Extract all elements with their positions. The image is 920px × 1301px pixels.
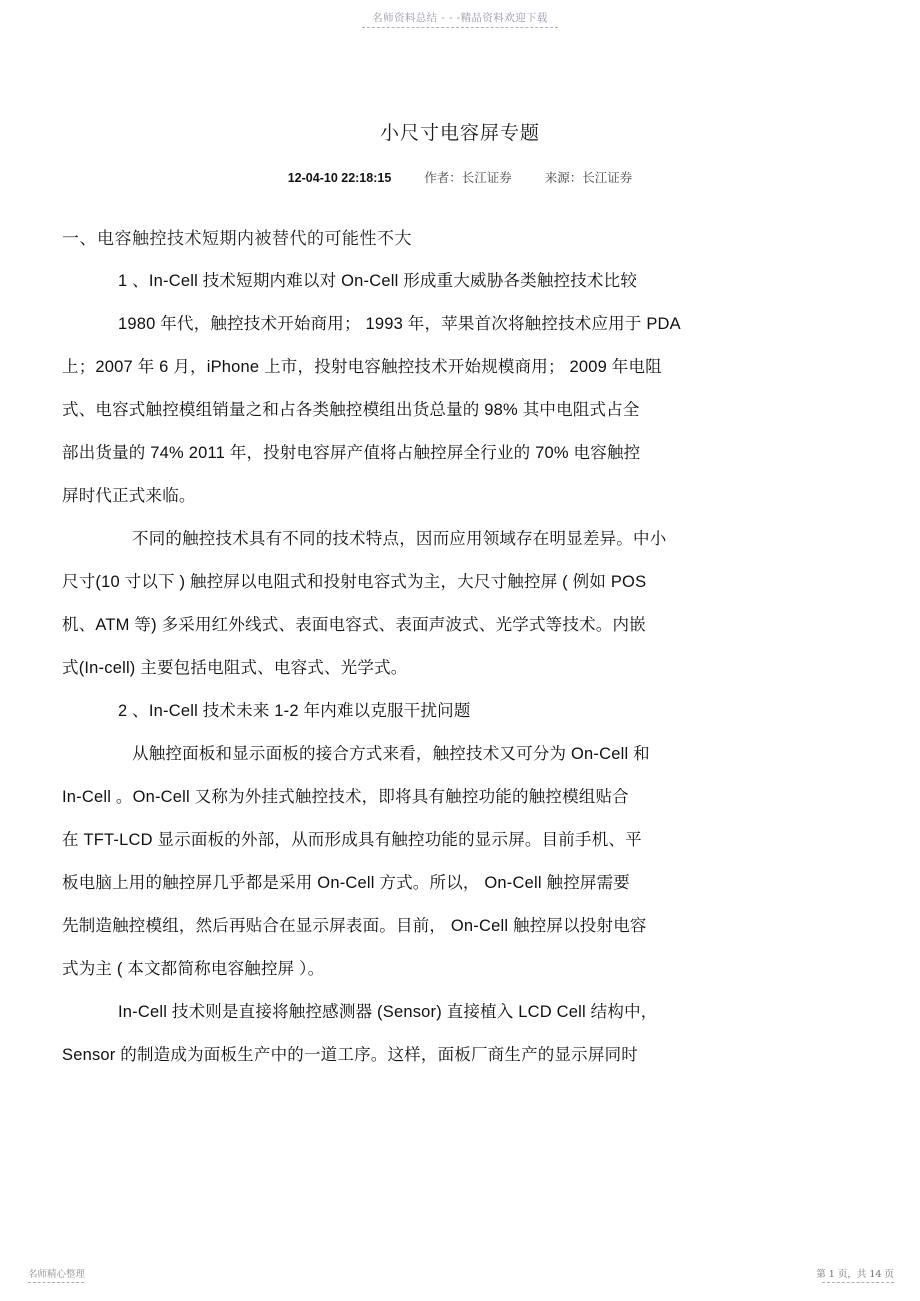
header-watermark-rule bbox=[362, 27, 558, 28]
document-body bbox=[62, 218, 862, 1077]
footer-left bbox=[28, 1266, 85, 1283]
footer-left-text: 名师精心整理 bbox=[28, 1269, 86, 1280]
body-line: 部出货量的 74% 2011 年，投射电容屏产值将占触控屏全行业的 70% 电容触控 bbox=[62, 444, 641, 462]
body-line: 机、ATM 等) 多采用红外线式、表面电容式、表面声波式、光学式等技术。内嵌 bbox=[62, 616, 646, 634]
footer-page-number bbox=[816, 1266, 894, 1283]
body-line: 上；2007 年 6 月，iPhone 上市，投射电容触控技术开始规模商用； 2009 年电阻 bbox=[62, 358, 662, 376]
body-line: 式为主 ( 本文都简称电容触控屏 ）。 bbox=[62, 960, 325, 978]
body-line: 式(In-cell) 主要包括电阻式、电容式、光学式。 bbox=[62, 659, 408, 677]
body-line: Sensor 的制造成为面板生产中的一道工序。这样，面板厂商生产的显示屏同时 bbox=[62, 1046, 638, 1064]
body-line: 式、电容式触控模组销量之和占各类触控模组出货总量的 98% 其中电阻式占全 bbox=[62, 401, 640, 419]
body-line: 屏时代正式来临。 bbox=[62, 487, 196, 505]
body-line: In-Cell 技术则是直接将触控感测器 (Sensor) 直接植入 LCD Cell 结构中， bbox=[118, 1003, 658, 1021]
body-line: In-Cell 。On-Cell 又称为外挂式触控技术，即将具有触控功能的触控模组贴合 bbox=[62, 788, 629, 806]
byline bbox=[0, 168, 920, 186]
byline-source: 来源：长江证券 bbox=[544, 171, 633, 185]
footer-right-rule bbox=[822, 1282, 894, 1283]
body-line: 先制造触控模组，然后再贴合在显示屏表面。目前， On-Cell 触控屏以投射电容 bbox=[62, 917, 647, 935]
body-line: 不同的触控技术具有不同的技术特点，因而应用领域存在明显差异。中小 bbox=[132, 530, 667, 548]
body-line: 1 、In-Cell 技术短期内难以对 On-Cell 形成重大威胁各类触控技术比较 bbox=[118, 272, 638, 290]
body-line: 板电脑上用的触控屏几乎都是采用 On-Cell 方式。所以， On-Cell 触控屏需要 bbox=[62, 874, 630, 892]
byline-date: 12-04-10 22:18:15 bbox=[287, 171, 392, 185]
footer-left-rule bbox=[28, 1282, 84, 1283]
body-line: 尺寸(10 寸以下 ) 触控屏以电阻式和投射电容式为主，大尺寸触控屏 ( 例如 POS bbox=[62, 573, 647, 591]
body-line: 在 TFT-LCD 显示面板的外部，从而形成具有触控功能的显示屏。目前手机、平 bbox=[62, 831, 642, 849]
body-line: 1980 年代，触控技术开始商用； 1993 年，苹果首次将触控技术应用于 PDA bbox=[118, 315, 681, 333]
byline-author: 作者：长江证券 bbox=[424, 171, 512, 185]
section-heading: 一、电容触控技术短期内被替代的可能性不大 bbox=[62, 229, 412, 248]
header-watermark-text: 名师资料总结 - - -精品资料欢迎下载 bbox=[372, 12, 548, 24]
body-line: 从触控面板和显示面板的接合方式来看，触控技术又可分为 On-Cell 和 bbox=[132, 745, 650, 763]
footer-right-text: 第 1 页，共 14 页 bbox=[816, 1269, 894, 1280]
page-title: 小尺寸电容屏专题 bbox=[379, 122, 540, 144]
header-watermark bbox=[0, 10, 920, 28]
body-line: 2 、In-Cell 技术未来 1-2 年内难以克服干扰问题 bbox=[118, 702, 471, 720]
